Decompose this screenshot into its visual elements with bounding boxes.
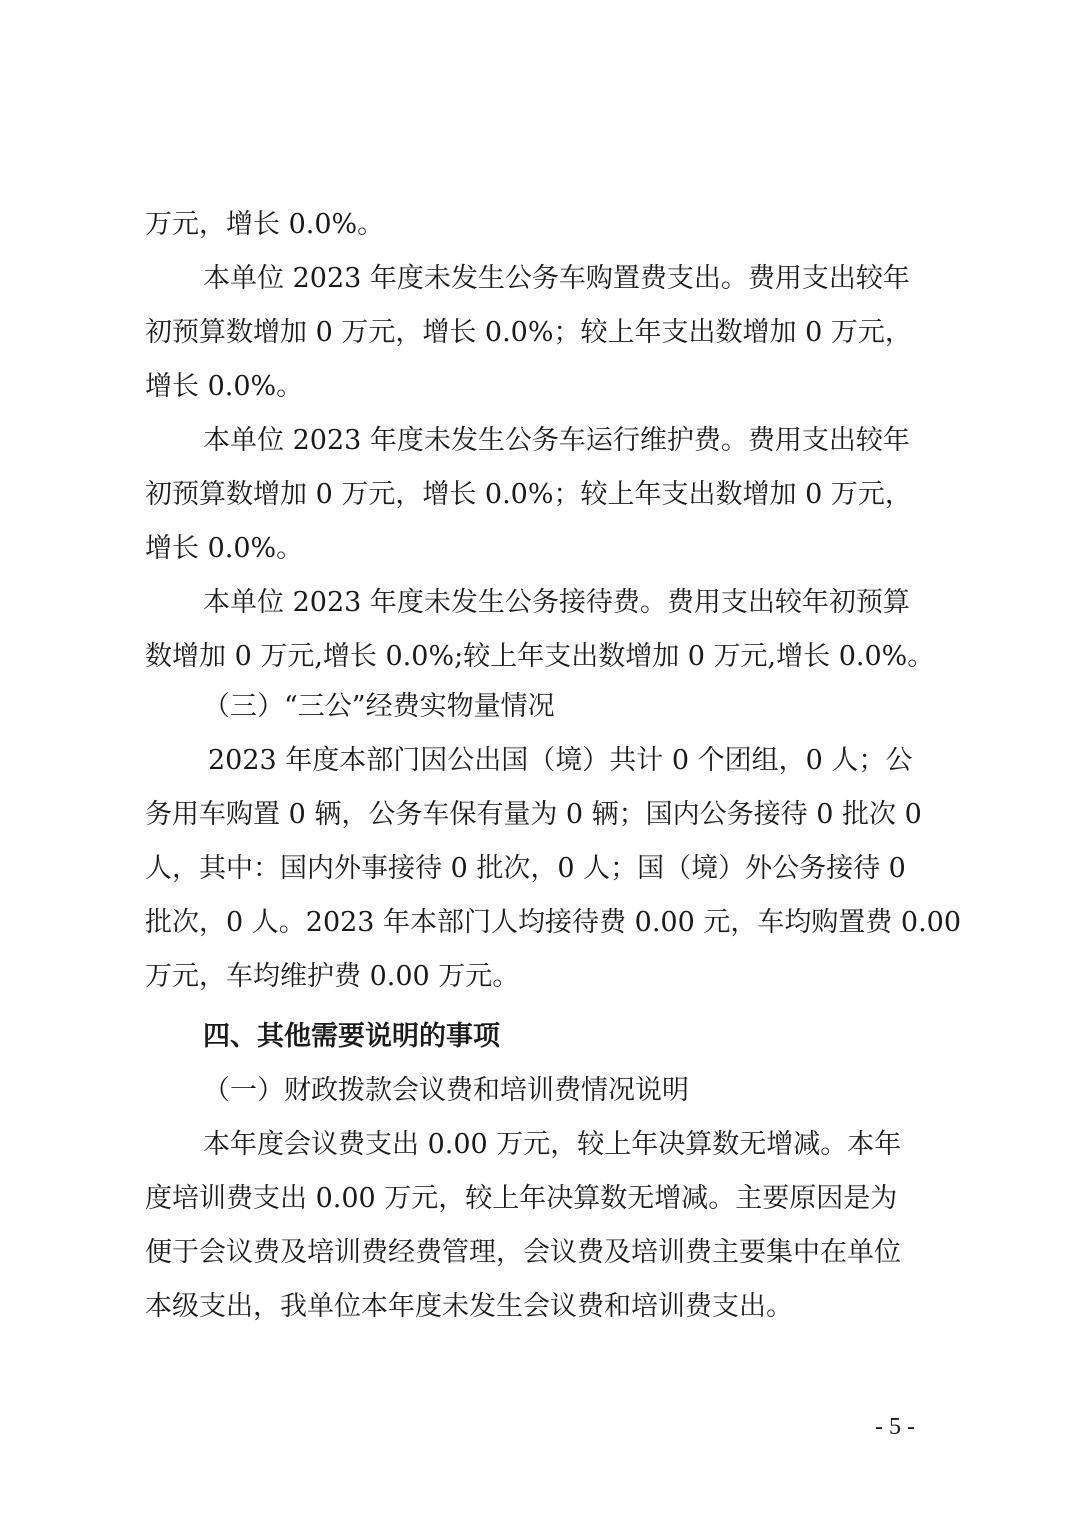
paragraph-line: 初预算数增加 0 万元，增长 0.0%；较上年支出数增加 0 万元， — [145, 479, 912, 510]
paragraph-line: 数增加 0 万元,增长 0.0%;较上年支出数增加 0 万元,增长 0.0%。 — [145, 641, 935, 672]
paragraph-line: 人，其中：国内外事接待 0 批次，0 人；国（境）外公务接待 0 — [145, 853, 906, 884]
section-heading: 四、其他需要说明的事项 — [203, 1021, 500, 1052]
page-number: - 5 - — [875, 1414, 915, 1440]
paragraph-line: 度培训费支出 0.00 万元，较上年决算数无增减。主要原因是为 — [145, 1183, 898, 1214]
paragraph-line: 便于会议费及培训费经费管理，会议费及培训费主要集中在单位 — [145, 1237, 901, 1268]
paragraph-line: 万元，增长 0.0%。 — [145, 209, 385, 240]
paragraph-line: 本单位 2023 年度未发生公务接待费。费用支出较年初预算 — [203, 587, 910, 618]
paragraph-line: 本年度会议费支出 0.00 万元，较上年决算数无增减。本年 — [203, 1129, 902, 1160]
paragraph-line: 2023 年度本部门因公出国（境）共计 0 个团组，0 人；公 — [208, 745, 913, 776]
paragraph-line: 本级支出，我单位本年度未发生会议费和培训费支出。 — [145, 1291, 793, 1322]
paragraph-line: 批次，0 人。2023 年本部门人均接待费 0.00 元，车均购置费 0.00 — [145, 907, 962, 938]
paragraph-line: 增长 0.0%。 — [145, 533, 304, 564]
paragraph-line: 增长 0.0%。 — [145, 371, 304, 402]
paragraph-line: 初预算数增加 0 万元，增长 0.0%；较上年支出数增加 0 万元， — [145, 317, 912, 348]
subsection-heading: （一）财政拨款会议费和培训费情况说明 — [203, 1075, 689, 1106]
paragraph-line: 务用车购置 0 辆，公务车保有量为 0 辆；国内公务接待 0 批次 0 — [145, 799, 922, 830]
subsection-heading: （三）“三公”经费实物量情况 — [203, 691, 555, 722]
paragraph-line: 本单位 2023 年度未发生公务车运行维护费。费用支出较年 — [203, 425, 910, 456]
paragraph-line: 万元，车均维护费 0.00 万元。 — [145, 961, 520, 992]
paragraph-line: 本单位 2023 年度未发生公务车购置费支出。费用支出较年 — [203, 263, 910, 294]
